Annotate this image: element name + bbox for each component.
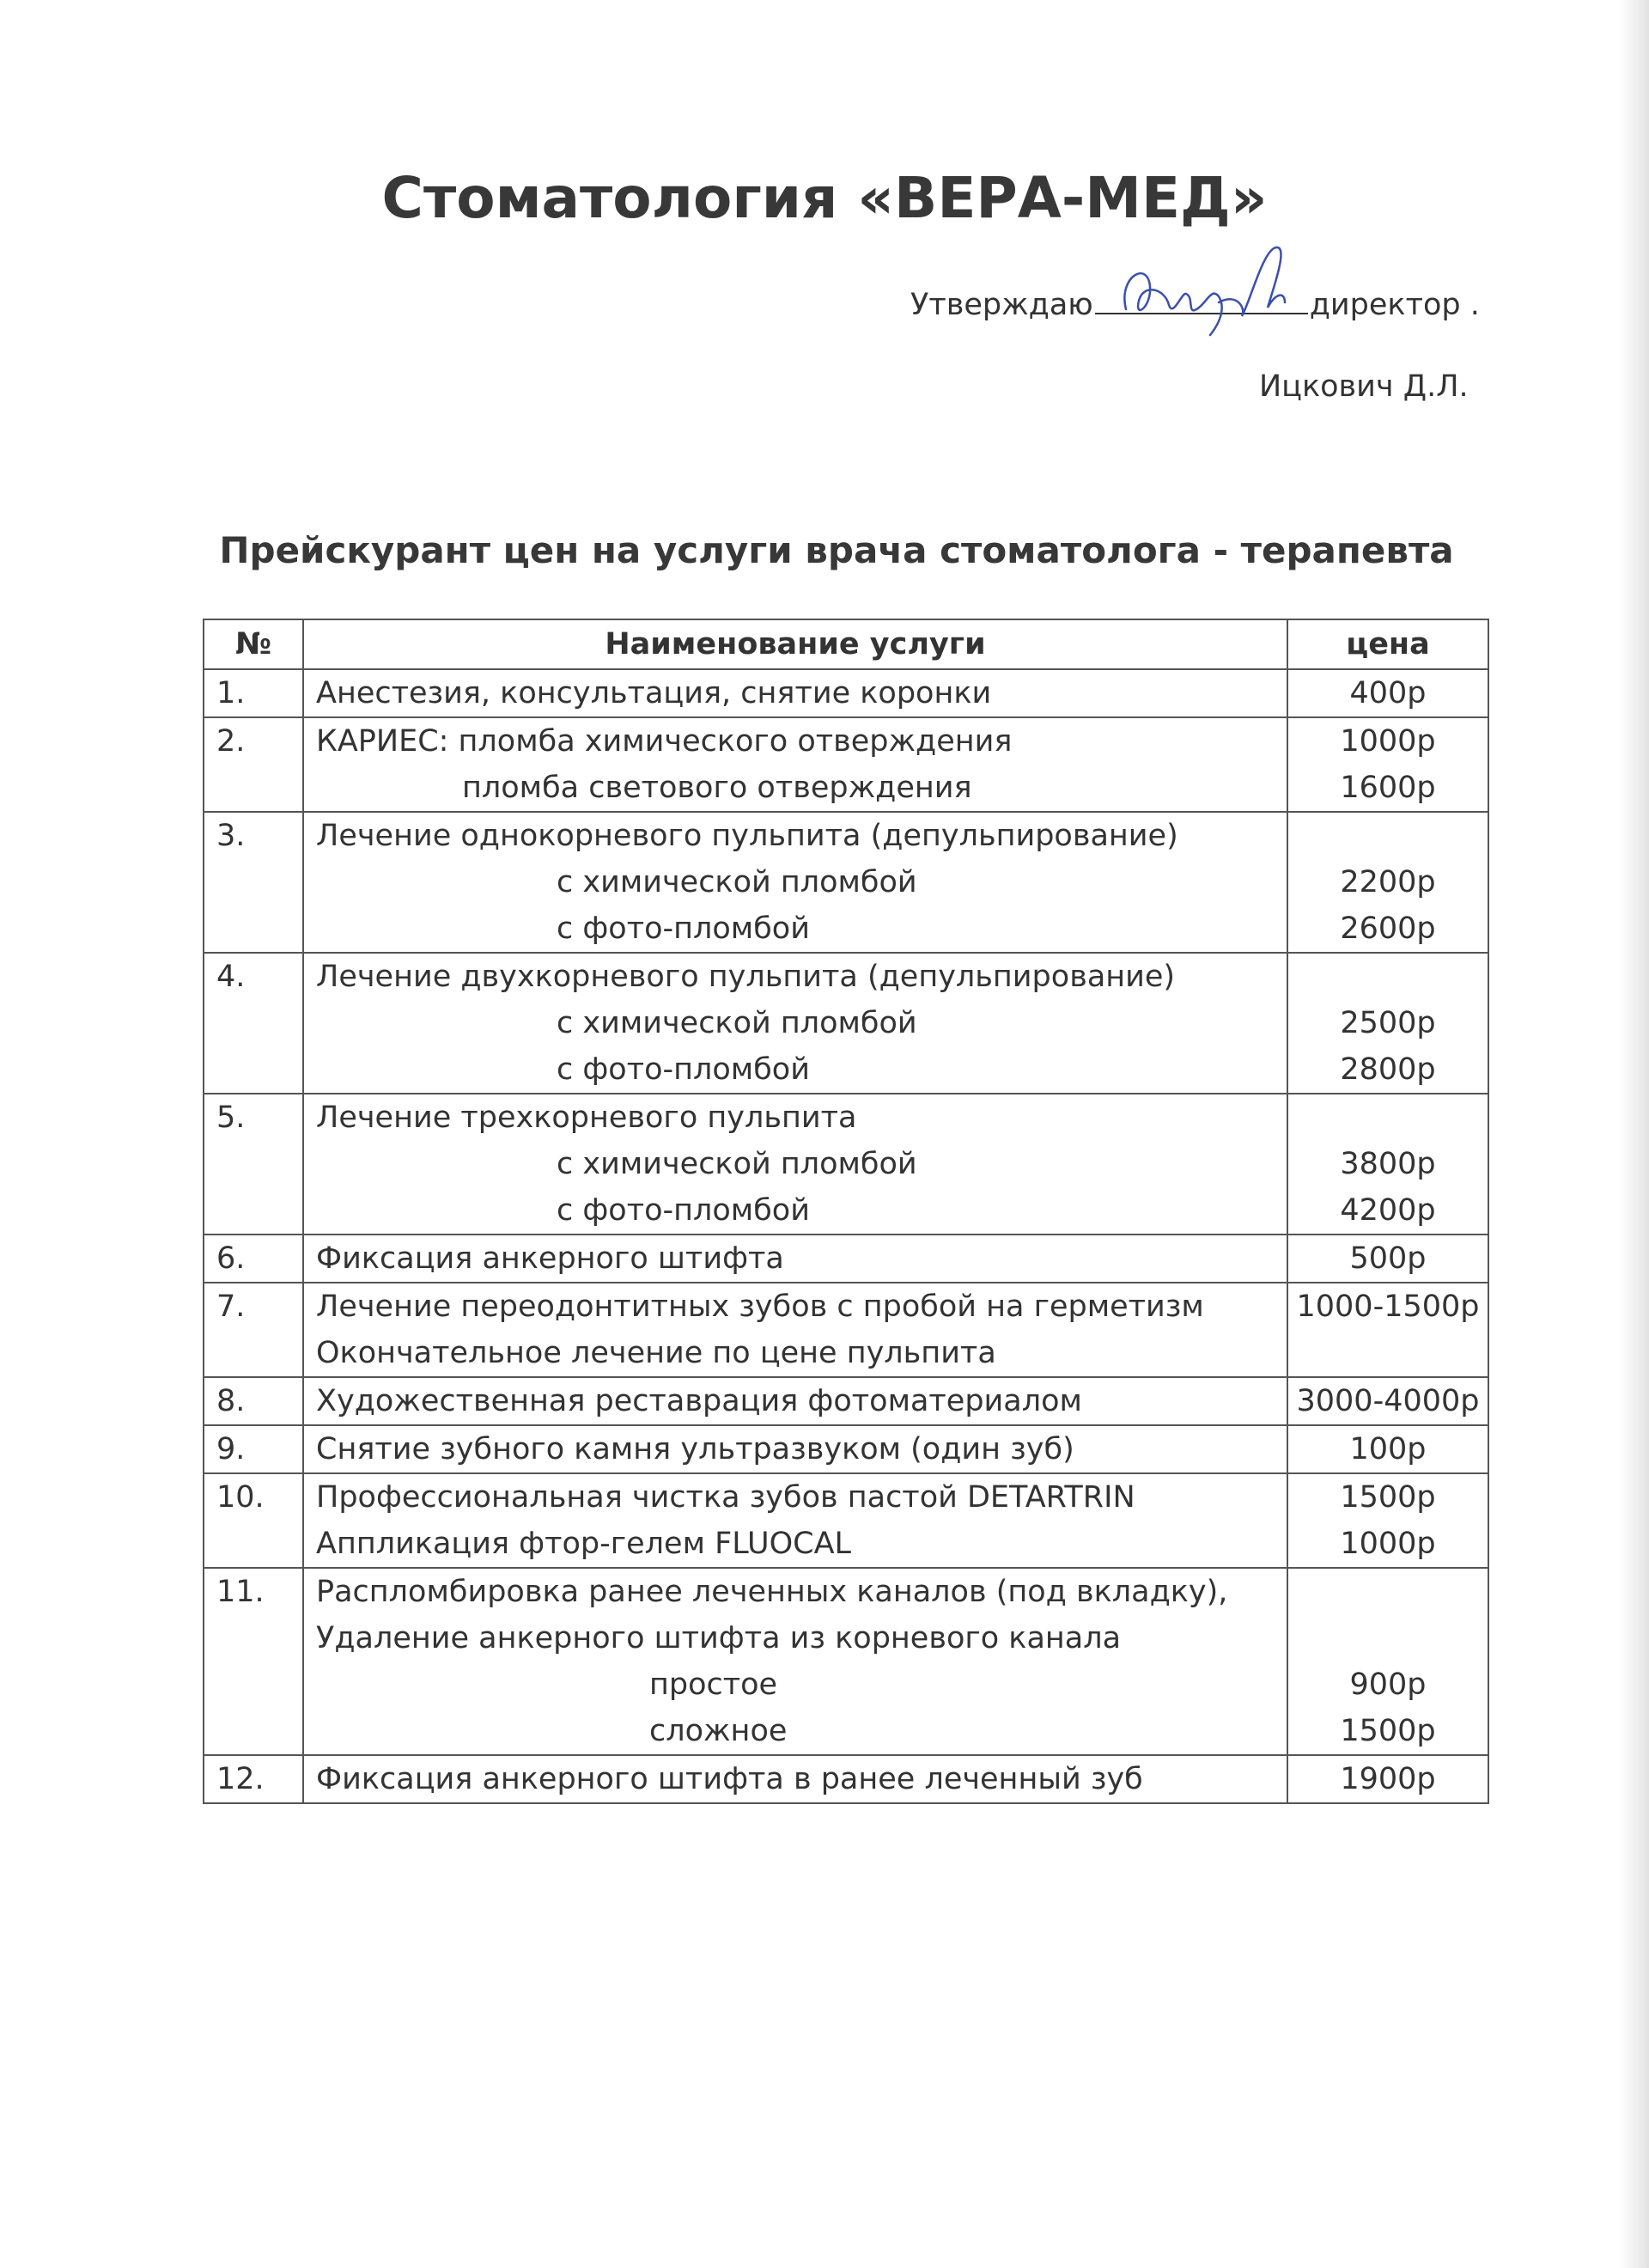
service-subname: с химической пломбой (557, 865, 917, 899)
service-subname: сложное (649, 1714, 788, 1748)
service-name: КАРИЕС: пломба химического отверждения (316, 724, 1013, 759)
service-price: 1900р (1340, 1762, 1436, 1796)
row-number: 4. (204, 953, 303, 1094)
row-number: 6. (204, 1235, 303, 1283)
service-subname: простое (649, 1667, 778, 1702)
table-row (204, 1235, 1488, 1283)
page-edge-shadow (1620, 0, 1649, 2268)
row-number: 8. (204, 1377, 303, 1425)
service-subname: Аппликация фтор-гелем FLUOCAL (316, 1527, 852, 1561)
service-subname: с химической пломбой (557, 1006, 917, 1040)
service-name: Анестезия, консультация, снятие коронки (316, 676, 992, 710)
service-price: 2200р (1340, 865, 1436, 899)
approval-block (910, 284, 1480, 322)
row-number: 12. (204, 1755, 303, 1803)
table-header-row (204, 619, 1488, 669)
table-row (204, 1283, 1488, 1377)
service-subname: с фото-пломбой (557, 1052, 810, 1087)
row-number: 1. (204, 669, 303, 717)
row-number: 5. (204, 1094, 303, 1235)
service-name: Лечение однокорневого пульпита (депульпирование) (316, 819, 1178, 853)
service-price: 3000-4000р (1296, 1384, 1480, 1418)
service-price: 900р (1349, 1667, 1427, 1702)
service-name: Художественная реставрация фотоматериалом (316, 1384, 1082, 1418)
service-price: 1600р (1340, 771, 1436, 805)
price-table (203, 619, 1489, 1804)
service-price (1288, 1094, 1488, 1141)
approve-text: Утверждаю (910, 288, 1093, 322)
service-price: 1500р (1340, 1714, 1436, 1748)
service-name: Лечение переодонтитных зубов с пробой на герметизм (316, 1289, 1204, 1324)
service-price (1288, 954, 1488, 1000)
price-list-title: Прейскурант цен на услуги врача стоматолога - терапевта (219, 529, 1454, 571)
table-row (204, 1473, 1488, 1568)
table-row (204, 1568, 1488, 1755)
header-num: № (204, 619, 303, 669)
service-name: Лечение двухкорневого пульпита (депульпирование) (316, 960, 1176, 994)
service-price: 1000р (1340, 1527, 1436, 1561)
service-price (1288, 1615, 1488, 1661)
service-subname: с фото-пломбой (557, 1193, 810, 1228)
table-row (204, 1094, 1488, 1235)
director-name: Ицкович Д.Л. (1259, 369, 1469, 404)
table-row (204, 1425, 1488, 1473)
row-number: 3. (204, 812, 303, 953)
service-price (1288, 1569, 1488, 1615)
service-price: 3800р (1340, 1147, 1436, 1181)
table-row (204, 717, 1488, 812)
header-name: Наименование услуги (303, 619, 1287, 669)
service-price (1288, 1330, 1488, 1376)
service-subname: Удаление анкерного штифта из корневого канала (316, 1621, 1122, 1655)
row-number: 7. (204, 1283, 303, 1377)
row-number: 2. (204, 717, 303, 812)
service-price: 2500р (1340, 1006, 1436, 1040)
service-price: 1000р (1340, 724, 1436, 759)
row-number: 9. (204, 1425, 303, 1473)
service-name: Лечение трехкорневого пульпита (316, 1100, 857, 1135)
table-row (204, 1377, 1488, 1425)
service-price: 2600р (1340, 911, 1436, 946)
row-number: 11. (204, 1568, 303, 1755)
service-subname: Окончательное лечение по цене пульпита (316, 1336, 996, 1370)
table-row (204, 812, 1488, 953)
service-price: 1000-1500р (1296, 1289, 1480, 1324)
service-price: 1500р (1340, 1480, 1436, 1515)
table-row (204, 953, 1488, 1094)
service-price: 2800р (1340, 1052, 1436, 1087)
service-subname: с химической пломбой (557, 1147, 917, 1181)
service-subname: с фото-пломбой (557, 911, 810, 946)
table-row (204, 669, 1488, 717)
table-row (204, 1755, 1488, 1803)
service-price: 400р (1349, 676, 1427, 710)
service-price: 100р (1349, 1432, 1427, 1466)
service-name: Снятие зубного камня ультразвуком (один зуб) (316, 1432, 1074, 1466)
signature-line (1095, 284, 1308, 314)
service-name: Профессиональная чистка зубов пастой DETARTRIN (316, 1480, 1135, 1515)
service-name: Фиксация анкерного штифта (316, 1241, 784, 1276)
service-price: 4200р (1340, 1193, 1436, 1228)
clinic-title: Стоматология «ВЕРА-МЕД» (381, 165, 1268, 231)
row-number: 10. (204, 1473, 303, 1568)
service-name: Фиксация анкерного штифта в ранее леченный зуб (316, 1762, 1143, 1796)
service-price (1288, 813, 1488, 859)
signature-image (1100, 241, 1315, 344)
service-subname: пломба светового отверждения (462, 771, 972, 805)
service-name: Распломбировка ранее леченных каналов (под вкладку), (316, 1575, 1228, 1609)
director-role: директор . (1309, 288, 1480, 322)
header-price: цена (1287, 619, 1488, 669)
service-price: 500р (1349, 1241, 1427, 1276)
